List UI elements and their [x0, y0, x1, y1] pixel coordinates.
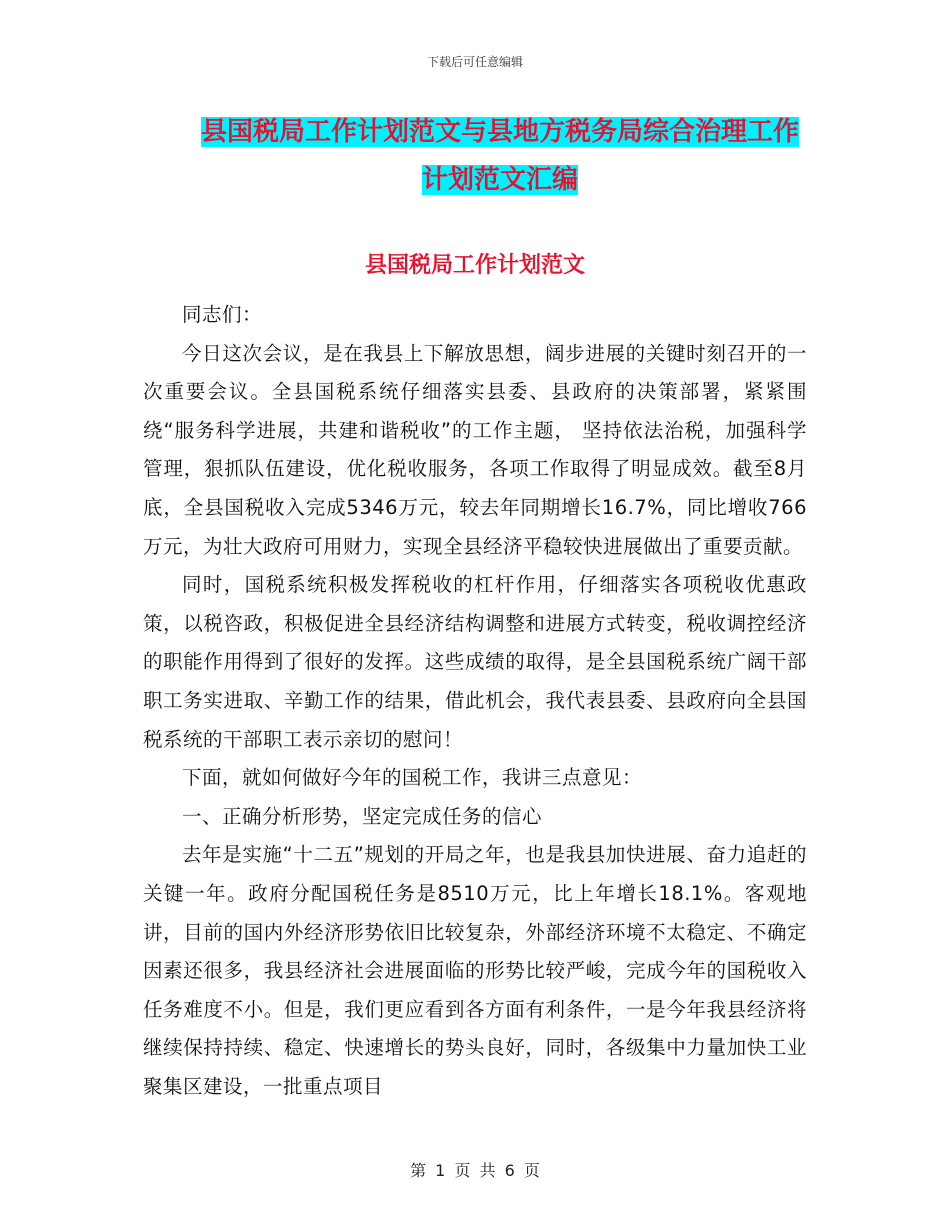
header-note: 下载后可任意编辑 — [426, 55, 523, 69]
paragraph: 同时，国税系统积极发挥税收的杠杆作用，仔细落实各项税收优惠政策，以税咨政，积极促进全县经济结构调整和进展方式转变，税收调控经济的职能作用得到了很好的发挥。这些成绩的取得，是全县国税系统广阔干部职工务实进取、辛勤工作的结果，借此机会，我代表县委、县政府向全县国税系统的干部职工表示亲切的慰问！ — [143, 573, 807, 751]
document-body — [143, 296, 807, 1106]
document-title-line-2: 计划范文汇编 — [421, 165, 578, 195]
section-title: 县国税局工作计划范文 — [364, 253, 585, 278]
document-title-line-1: 县国税局工作计划范文与县地方税务局综合治理工作 — [200, 117, 799, 147]
paragraph: 去年是实施“十二五”规划的开局之年，也是我县加快进展、奋力追赶的关键一年。政府分配国税任务是8510万元，比上年增长18.1%。客观地讲，目前的国内外经济形势依旧比较复杂，外部经济环境不太稳定、不确定因素还很多，我县经济社会进展面临的形势比较严峻，完成今年的国税收入任务难度不小。但是，我们更应看到各方面有利条件，一是今年我县经济将继续保持持续、稳定、快速增长的势头良好，同时，各级集中力量加快工业聚集区建设，一批重点项目 — [143, 843, 807, 1098]
paragraph: 下面，就如何做好今年的国税工作，我讲三点意见： — [182, 766, 643, 790]
paragraph-heading: 一、正确分析形势，坚定完成任务的信心 — [182, 804, 543, 828]
page-footer: 第 1 页 共 6 页 — [410, 1161, 540, 1180]
paragraph-greeting: 同志们： — [182, 303, 263, 326]
document-title — [120, 108, 880, 204]
paragraph: 今日这次会议，是在我县上下解放思想，阔步进展的关键时刻召开的一次重要会议。全县国税系统仔细落实县委、县政府的决策部署，紧紧围绕“服务科学进展，共建和谐税收”的工作主题， 坚持依法治税，加强科学管理，狠抓队伍建设，优化税收服务，各项工作取得了明显成效。截至8月底，全县国税收入完成5346万元，较去年同期增长16.7%，同比增收766万元，为壮大政府可用财力，实现全县经济平稳较快进展做出了重要贡献。 — [143, 341, 807, 558]
